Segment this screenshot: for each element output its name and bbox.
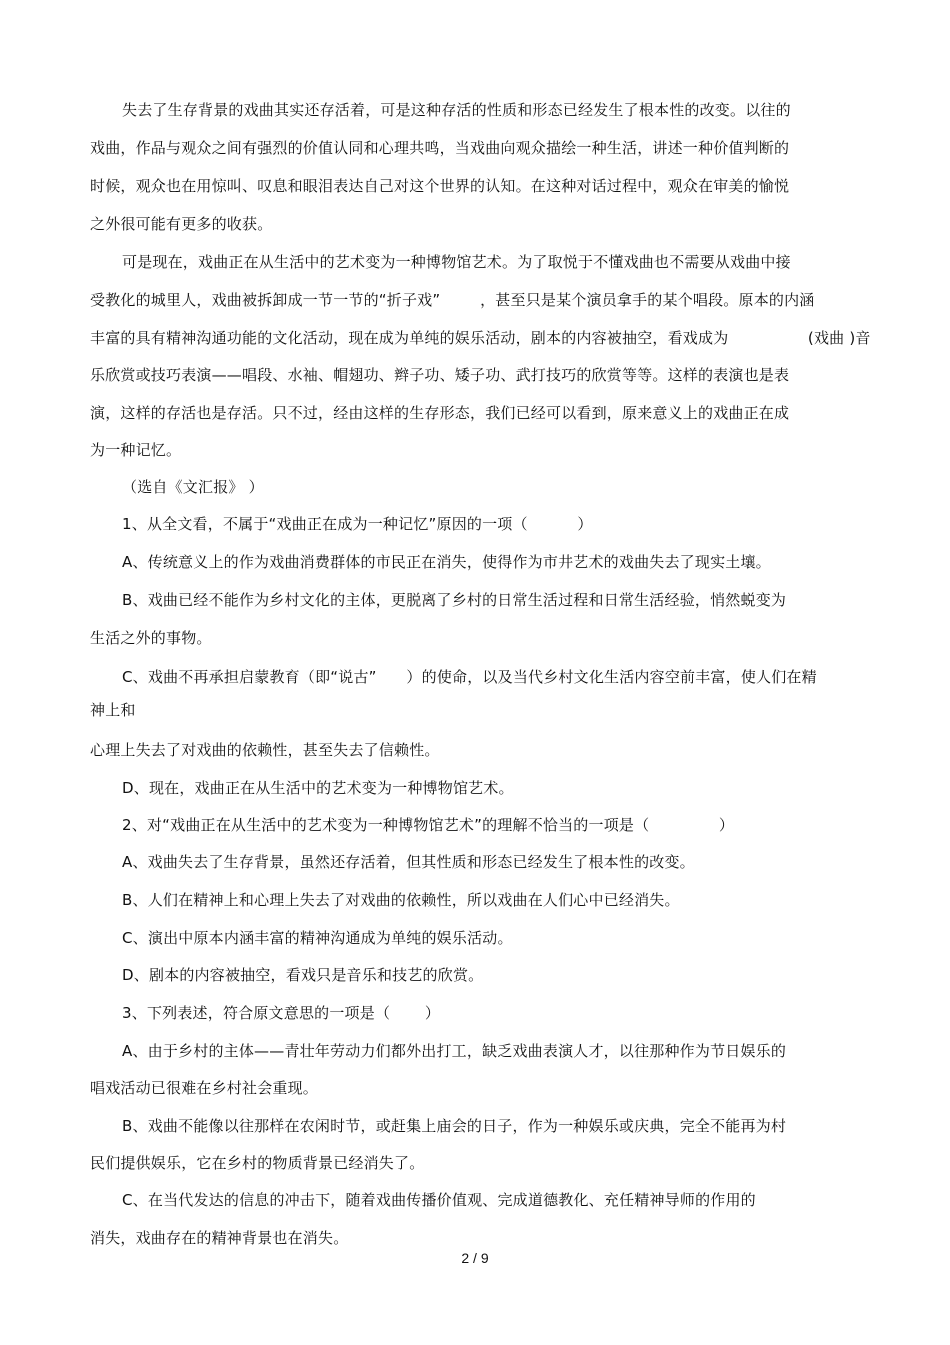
q3-option-c: C、在当代发达的信息的冲击下，随着戏曲传播价值观、完成道德教化、充任精神导师的作用的 <box>122 1191 756 1209</box>
text-line: 为一种记忆。 <box>90 441 182 459</box>
q2-option-d: D、剧本的内容被抽空，看戏只是音乐和技艺的欣赏。 <box>122 966 484 984</box>
text-line: 民们提供娱乐，它在乡村的物质背景已经消失了。 <box>90 1154 425 1172</box>
question-1: 1、从全文看，不属于“戏曲正在成为一种记忆”原因的一项（ ） <box>122 515 593 533</box>
q3-option-b: B、戏曲不能像以往那样在农闲时节，或赶集上庙会的日子，作为一种娱乐或庆典，完全不能再为村 <box>122 1117 787 1135</box>
q3-option-a: A、由于乡村的主体——青壮年劳动力们都外出打工，缺乏戏曲表演人才，以往那种作为节日娱乐的 <box>122 1042 787 1060</box>
source-note: （选自《文汇报》 ） <box>122 478 264 496</box>
text-line: 乐欣赏或技巧表演——唱段、水袖、帽翅功、辫子功、矮子功、武打技巧的欣赏等等。这样的表演也是表 <box>90 366 790 384</box>
q1-option-a: A、传统意义上的作为戏曲消费群体的市民正在消失，使得作为市井艺术的戏曲失去了现实土壤。 <box>122 553 771 571</box>
question-3: 3、下列表述，符合原文意思的一项是（ ） <box>122 1004 441 1022</box>
text-line: 受教化的城里人，戏曲被拆卸成一节一节的“折子戏” ，甚至只是某个演员拿手的某个唱段。原本的内涵 <box>90 291 815 309</box>
q2-option-c: C、演出中原本内涵丰富的精神沟通成为单纯的娱乐活动。 <box>122 929 513 947</box>
q2-option-b: B、人们在精神上和心理上失去了对戏曲的依赖性，所以戏曲在人们心中已经消失。 <box>122 891 680 909</box>
text-line: 丰富的具有精神沟通功能的文化活动，现在成为单纯的娱乐活动，剧本的内容被抽空，看戏成为 (戏曲 )音 <box>90 329 871 347</box>
q2-option-a: A、戏曲失去了生存背景，虽然还存活着，但其性质和形态已经发生了根本性的改变。 <box>122 853 695 871</box>
text-line: 戏曲，作品与观众之间有强烈的价值认同和心理共鸣，当戏曲向观众描绘一种生活，讲述一种价值判断的 <box>90 139 790 157</box>
text-line: 消失，戏曲存在的精神背景也在消失。 <box>90 1229 349 1247</box>
q1-option-d: D、现在，戏曲正在从生活中的艺术变为一种博物馆艺术。 <box>122 779 514 797</box>
text-line: 神上和 <box>90 701 136 719</box>
text-line: 心理上失去了对戏曲的依赖性，甚至失去了信赖性。 <box>90 741 440 759</box>
text-line: 生活之外的事物。 <box>90 629 212 647</box>
q1-option-b: B、戏曲已经不能作为乡村文化的主体，更脱离了乡村的日常生活过程和日常生活经验，悄然蜕变为 <box>122 591 787 609</box>
text-line: 时候，观众也在用惊叫、叹息和眼泪表达自己对这个世界的认知。在这种对话过程中，观众在审美的愉悦 <box>90 177 790 195</box>
text-line: 演，这样的存活也是存活。只不过，经由这样的生存形态，我们已经可以看到，原来意义上的戏曲正在成 <box>90 404 790 422</box>
page-number: 2 / 9 <box>461 1250 489 1266</box>
q1-option-c: C、戏曲不再承担启蒙教育（即“说古” ）的使命，以及当代乡村文化生活内容空前丰富，使人们在精 <box>122 668 817 686</box>
text-line: 失去了生存背景的戏曲其实还存活着，可是这种存活的性质和形态已经发生了根本性的改变。以往的 <box>122 101 791 119</box>
text-line: 唱戏活动已很难在乡村社会重现。 <box>90 1079 319 1097</box>
text-line: 之外很可能有更多的收获。 <box>90 215 273 233</box>
text-line: 可是现在，戏曲正在从生活中的艺术变为一种博物馆艺术。为了取悦于不懂戏曲也不需要从戏曲中接 <box>122 253 791 271</box>
question-2: 2、对“戏曲正在从生活中的艺术变为一种博物馆艺术”的理解不恰当的一项是（ ） <box>122 816 735 834</box>
